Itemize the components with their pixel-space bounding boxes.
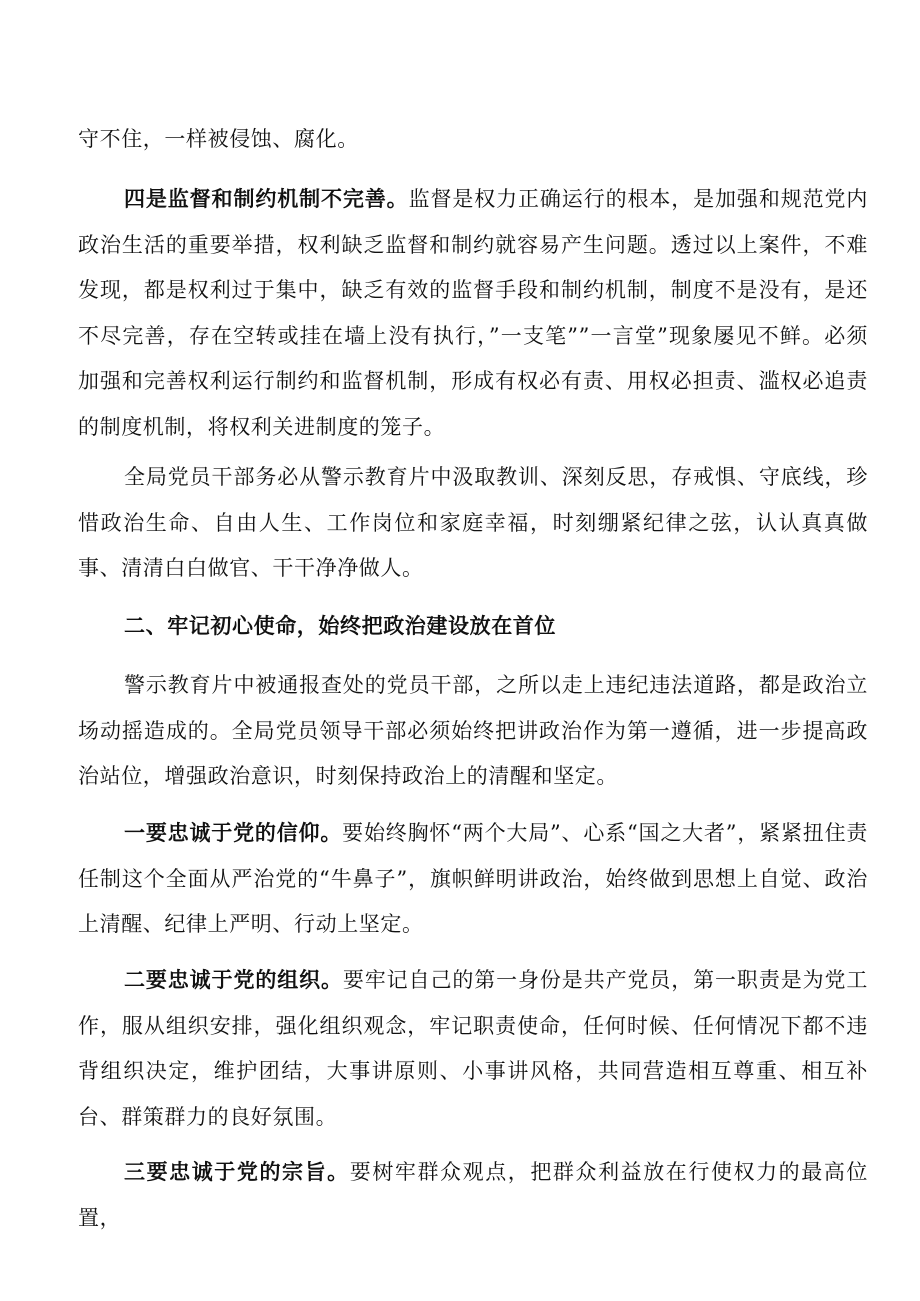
section-heading: 二、牢记初心使命，始终把政治建设放在首位 (124, 613, 556, 638)
paragraph-lead: 三要忠诚于党的宗旨。 (124, 1159, 350, 1184)
paragraph-supervision (78, 176, 868, 450)
paragraph-text: 监督是权力正确运行的根本，是加强和规范党内政治生活的重要举措，权利缺乏监督和制约就容易产生问题。透过以上案件，不难发现，都是权利过于集中，缺乏有效的监督手段和制约机制，制度不是没有，是还不尽完善，存在空转或挂在墙上没有执行，”一支笔””一言堂”现象屡见不鲜。必须加强和完善权利运行制约和监督机制，形成有权必有责、用权必担责、滥权必追责的制度机制，将权利关进制度的笼子。 (78, 187, 868, 439)
paragraph-text: 要始终胸怀“两个大局”、心系“国之大者”，紧紧扭住责任制这个全面从严治党的“牛鼻子”，旗帜鲜明讲政治，始终做到思想上自觉、政治上清醒、纪律上严明、行动上坚定。 (78, 821, 869, 936)
paragraph-loyal-purpose (78, 1149, 868, 1241)
paragraph-text: 警示教育片中被通报查处的党员干部，之所以走上违纪违法道路，都是政治立场动摇造成的。全局党员领导干部必须始终把讲政治作为第一遵循，进一步提高政治站位，增强政治意识，时刻保持政治上的清醒和坚定。 (78, 673, 868, 788)
paragraph-loyal-organization (78, 957, 868, 1140)
paragraph-continuation (78, 117, 868, 163)
paragraph-lessons (78, 455, 868, 592)
paragraph-lead: 一要忠诚于党的信仰。 (124, 820, 343, 845)
paragraph-text: 守不住，一样被侵蚀、腐化。 (78, 127, 359, 151)
paragraph-loyal-belief (78, 810, 868, 948)
paragraph-text: 要牢记自己的第一身份是共产党员，第一职责是为党工作，服从组织安排，强化组织观念，牢记职责使命，任何时候、任何情况下都不违背组织决定，维护团结，大事讲原则、小事讲风格，共同营造相互尊重、相互补台、群策群力的良好氛围。 (78, 968, 868, 1129)
paragraph-lead: 二要忠诚于党的组织。 (124, 967, 343, 992)
paragraph-text: 全局党员干部务必从警示教育片中汲取教训、深刻反思，存戒惧、守底线，珍惜政治生命、自由人生、工作岗位和家庭幸福，时刻绷紧纪律之弦，认认真真做事、清清白白做官、干干净净做人。 (78, 465, 868, 580)
paragraph-text: 要树牢群众观点，把群众利益放在行使权力的最高位置， (78, 1160, 868, 1230)
paragraph-lead: 四是监督和制约机制不完善。 (124, 186, 409, 211)
paragraph-political-stance (78, 663, 868, 800)
